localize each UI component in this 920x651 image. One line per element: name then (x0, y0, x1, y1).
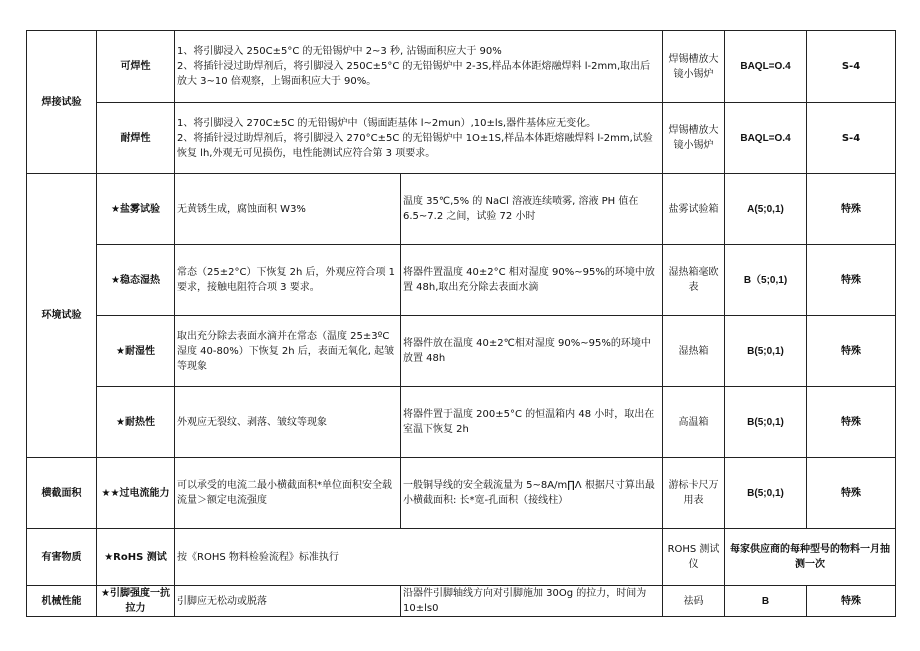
table-row (27, 316, 896, 387)
table-row (27, 586, 896, 617)
tool-cell: 焊锡槽放大镜小锡炉 (663, 103, 725, 174)
requirement-cell: 引脚应无松动或脱落 (175, 586, 401, 617)
condition-cell: 将器件置于温度 200±5°C 的恒温箱内 48 小时，取出在室温下恢复 2h (401, 387, 663, 458)
level-cell: 特殊 (807, 586, 896, 617)
condition-cell: 温度 35℃,5% 的 NaCl 溶液连续喷雾, 溶液 PH 值在 6.5~7.2 之间，试验 72 小时 (401, 174, 663, 245)
table-row (27, 174, 896, 245)
condition-cell: 将器件放在温度 40±2℃相对湿度 90%~95%的环境中放置 48h (401, 316, 663, 387)
category-cell: 横截面积 (27, 458, 97, 529)
requirement-cell (175, 103, 663, 174)
aql-cell: B(5;0,1) (725, 387, 807, 458)
inspection-spec-table (26, 30, 896, 617)
aql-cell: A(5;0,1) (725, 174, 807, 245)
requirement-cell (175, 31, 663, 103)
tool-cell: 盐雾试验箱 (663, 174, 725, 245)
aql-cell: BAQL=O.4 (725, 31, 807, 103)
table-row (27, 103, 896, 174)
requirement-cell: 可以承受的电流二最小横截面积*单位面积安全载流量＞额定电流强度 (175, 458, 401, 529)
condition-cell: 沿器件引脚轴线方向对引脚施加 30Og 的拉力，时间为 10±ls0 (401, 586, 663, 617)
level-cell: S-4 (807, 31, 896, 103)
level-cell: S-4 (807, 103, 896, 174)
category-cell: 焊接试验 (27, 31, 97, 174)
table-row (27, 387, 896, 458)
requirement-cell: 常态（25±2°C）下恢复 2h 后，外观应符合项 1 要求，接触电阻符合项 3 要求。 (175, 245, 401, 316)
table-row (27, 458, 896, 529)
level-cell: 特殊 (807, 245, 896, 316)
level-cell: 特殊 (807, 316, 896, 387)
requirement-cell: 无黄锈生成，腐蚀面积 W3% (175, 174, 401, 245)
level-cell: 特殊 (807, 387, 896, 458)
aql-cell: BAQL=O.4 (725, 103, 807, 174)
item-cell: ★★过电流能力 (97, 458, 175, 529)
tool-cell: 焊锡槽放大镜小锡炉 (663, 31, 725, 103)
sampling-note-cell: 每家供应商的每种型号的物料一月抽测一次 (725, 529, 896, 586)
aql-cell: B (725, 586, 807, 617)
requirement-cell: 取出充分除去表面水滴并在常态（温度 25±3ºC 湿度 40-80%）下恢复 2h 后，表面无氧化, 起皱等现象 (175, 316, 401, 387)
tool-cell: 湿热箱 (663, 316, 725, 387)
item-cell: ★引脚强度一抗拉力 (97, 586, 175, 617)
item-cell: ★稳态湿热 (97, 245, 175, 316)
requirement-text: 1、将引脚浸入 270C±5C 的无铅锡炉中（锡面距基体 l~2mun）,10±ls,器件基体应无变化。 2、将插针浸过助焊剂后，将引脚浸入 270°C±5C 的无铅锡炉中 1O±1S,样品本体距熔融焊料 l-2mm,试验恢复 lh,外观无可见损伤，电性能测试应符合第 3 项要求。 (177, 117, 653, 159)
item-cell: ★RoHS 测试 (97, 529, 175, 586)
requirement-text: 1、将引脚浸入 250C±5°C 的无铅锡炉中 2~3 秒, 沾锡面积应大于 90% 2、将插针浸过助焊剂后，将引脚浸入 250C±5°C 的无铅锡炉中 2-3S,样品本体距熔融焊料 l-2mm,取出后放大 3~10 倍观察，上锡面积应大于 90%。 (177, 46, 651, 87)
item-cell: 耐焊性 (97, 103, 175, 174)
table-row (27, 245, 896, 316)
tool-cell: 祛码 (663, 586, 725, 617)
tool-cell: 湿热箱毫欧表 (663, 245, 725, 316)
requirement-cell: 按《ROHS 物料检验流程》标准执行 (175, 529, 663, 586)
table-row (27, 31, 896, 103)
aql-cell: B（5;0,1) (725, 245, 807, 316)
item-cell: 可焊性 (97, 31, 175, 103)
table-row (27, 529, 896, 586)
level-cell: 特殊 (807, 174, 896, 245)
level-cell: 特殊 (807, 458, 896, 529)
tool-cell: ROHS 测试仪 (663, 529, 725, 586)
item-cell: ★耐热性 (97, 387, 175, 458)
category-cell: 机械性能 (27, 586, 97, 617)
item-cell: ★耐湿性 (97, 316, 175, 387)
aql-cell: B(5;0,1) (725, 458, 807, 529)
requirement-cell: 外观应无裂纹、剥落、皱纹等现象 (175, 387, 401, 458)
category-cell: 环境试验 (27, 174, 97, 458)
tool-cell: 游标卡尺万用表 (663, 458, 725, 529)
item-cell: ★盐雾试验 (97, 174, 175, 245)
condition-cell: 将器件置温度 40±2°C 相对湿度 90%~95%的环境中放置 48h,取出充分除去表面水滴 (401, 245, 663, 316)
tool-cell: 高温箱 (663, 387, 725, 458)
condition-cell: 一般铜导线的安全载流量为 5~8A/m∏Λ 根据尺寸算出最小横截面积: 长*宽-孔面积（接线柱） (401, 458, 663, 529)
category-cell: 有害物质 (27, 529, 97, 586)
aql-cell: B(5;0,1) (725, 316, 807, 387)
